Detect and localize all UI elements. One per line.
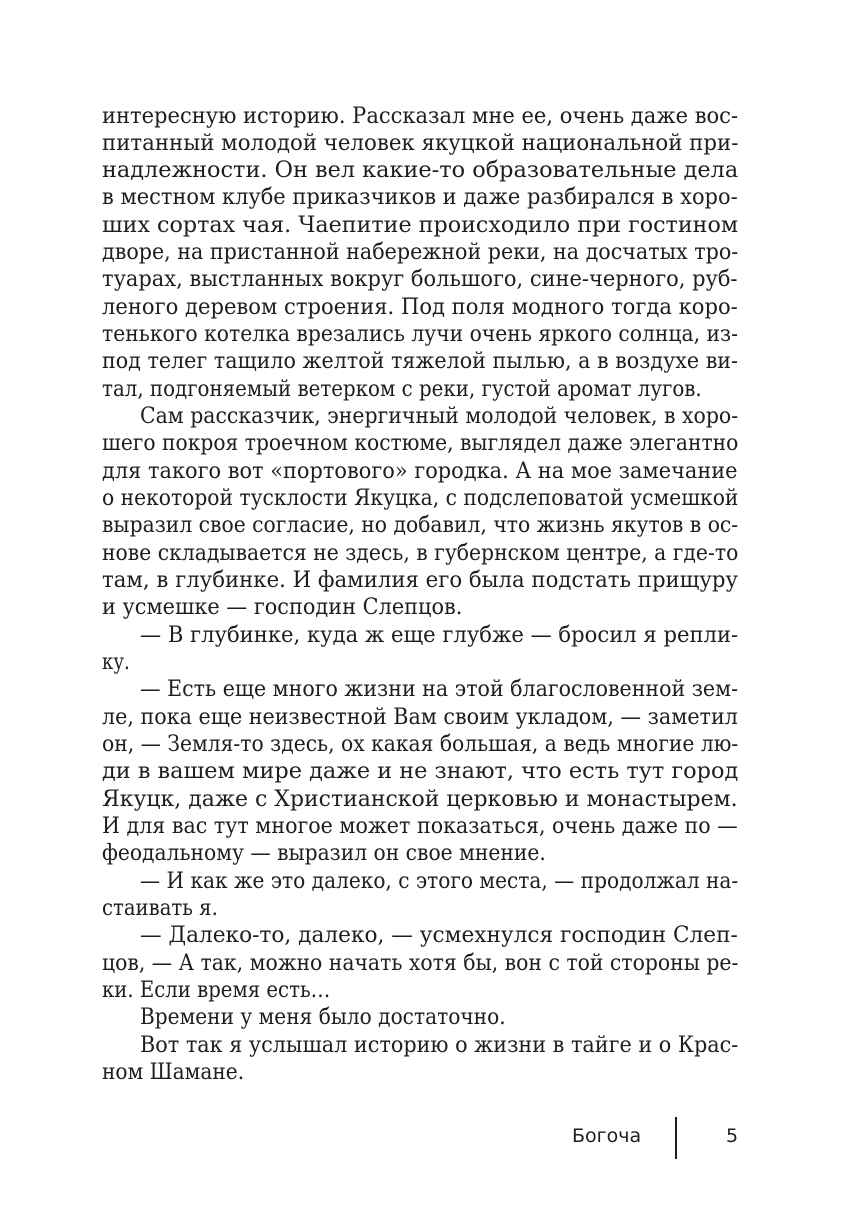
text-line: тенького котелка врезались лучи очень яркого солнца, из- — [102, 322, 738, 347]
text-line: — И как же это далеко, с этого места, — продолжал на- — [140, 869, 739, 894]
text-line: ки. Если время есть… — [102, 978, 331, 1003]
text-line: — Есть еще много жизни на этой благословенной зем- — [140, 677, 739, 702]
text-line: ку. — [102, 650, 130, 675]
text-line: надлежности. Он вел какие-то образовательные дела — [102, 158, 739, 183]
text-line: в местном клубе приказчиков и даже разбирался в хоро- — [102, 185, 738, 210]
text-line: Времени у меня было достаточно. — [140, 1005, 506, 1030]
text-line: он, — Земля-то здесь, ох какая большая, а ведь многие лю- — [102, 732, 739, 757]
text-line: леного деревом строения. Под поля модного тогда коро- — [102, 295, 738, 320]
text-line: И для вас тут многое может показаться, очень даже по — — [102, 814, 738, 839]
text-line: там, в глубинке. И фамилия его была подстать прищуру — [102, 568, 739, 593]
text-line: Сам рассказчик, энергичный молодой человек, в хоро- — [140, 404, 739, 429]
text-line: тал, подгоняемый ветерком с реки, густой аромат лугов. — [102, 377, 702, 402]
text-line: туарах, выстланных вокруг большого, сине-черного, руб- — [102, 267, 738, 292]
text-line: — В глубинке, куда ж еще глубже — бросил я репли- — [140, 623, 739, 648]
text-line: — Далеко-то, далеко, — усмехнулся господин Слеп- — [140, 923, 738, 948]
text-line: феодальному — выразил он свое мнение. — [102, 841, 546, 866]
text-line: шего покроя троечном костюме, выглядел даже элегантно — [102, 431, 739, 456]
text-line: и усмешке — господин Слепцов. — [102, 595, 463, 620]
text-line: интересную историю. Рассказал мне ее, очень даже вос- — [102, 104, 739, 129]
text-line: под телег тащило желтой тяжелой пылью, а в воздухе ви- — [102, 349, 739, 374]
running-footer-title: Богоча — [572, 1125, 642, 1147]
text-line: стаивать я. — [102, 896, 218, 921]
text-line: ном Шамане. — [102, 1060, 245, 1085]
text-line: дворе, на пристанной набережной реки, на досчатых тро- — [102, 240, 739, 265]
text-line: цов, — А так, можно начать хотя бы, вон с той стороны ре- — [102, 951, 739, 976]
text-line: выразил свое согласие, но добавил, что жизнь якутов в ос- — [102, 513, 739, 538]
text-line: о некоторой тусклости Якуцка, с подслеповатой усмешкой — [102, 486, 739, 511]
text-line: нове складывается не здесь, в губернском центре, а где-то — [102, 541, 739, 566]
text-line: Вот так я услышал историю о жизни в тайге и о Крас- — [140, 1033, 739, 1058]
text-line: ших сортах чая. Чаепитие происходило при гостином — [102, 213, 739, 238]
footer-divider — [675, 1117, 677, 1159]
text-line: Якуцк, даже с Христианской церковью и монастырем. — [102, 787, 738, 812]
page-number: 5 — [726, 1125, 739, 1147]
text-line: для такого вот «портового» городка. А на мое замечание — [102, 459, 738, 484]
text-line: ле, пока еще неизвестной Вам своим укладом, — заметил — [102, 705, 738, 730]
text-line: питанный молодой человек якуцкой национальной при- — [102, 131, 739, 156]
text-line: ди в вашем мире даже и не знают, что есть тут город — [102, 759, 739, 784]
